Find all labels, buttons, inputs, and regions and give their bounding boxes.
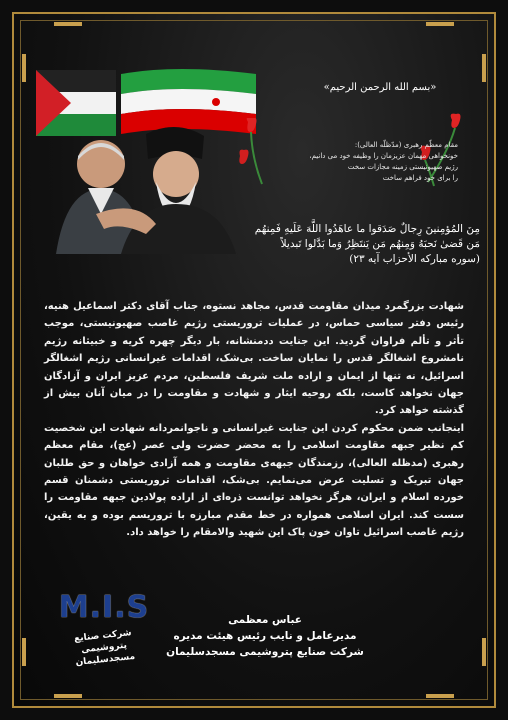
condolence-message [44, 298, 464, 542]
quote-line: خونخواهی مهمان عزیزمان را وظیفه خود می دانیم، [309, 152, 458, 160]
message-paragraph: اینجانب ضمن محکوم کردن این جنایت غیرانسانی و ناجوانمردانه شهادت این شخصیت کم نظیر جبهه مقاومت اسلامی را به محضر حضرت ولی عصر (عج)، مقام معظم رهبری (مدظله العالی)، رزمندگان جبهه‌ی مقاومت و همه آزادی خواهان و حق طلبان جهان تبریک و تسلیت عرض می‌نمایم. بی‌شک، اقدامات تروریستی دشمنان قسم خورده اسلام و ایران، هرگز نخواهد توانست ذره‌ای از اراده پولادین جبهه مقاومت را سست کند. ایران اسلامی همواره در خط مقدم مبارزه با تروریسم بوده و به یقین، رژیم غاصب اسرائیل تاوان خون پاک این شهید والامقام را خواهد داد. [44, 422, 464, 539]
message-paragraph: شهادت بزرگمرد میدان مقاومت قدس، مجاهد نستوه، جناب آقای دکتر اسماعیل هنیه، رئیس دفتر سیاسی حماس، در عملیات تروریستی رژیم غاصب صهیونیستی، موجب تأثر و تألم فراوان گردید. این جنایت ددمنشانه، بار دیگر چهره کریه و خبیثانه رژیم نامشروع اشغالگر قدس را نمایان ساخت. بی‌شک، اقدامات غیرانسانی رژیم اشغالگر اسرائیل، نه تنها از ایمان و اراده ملت شریف فلسطین، مردم عزیز ایران و آزادگان جهان نخواهد کاست، بلکه روحیه ایثار و شهادت و مقاومت را در میان آنان بیش از گذشته خواهد کرد. [44, 301, 464, 417]
tulip-icon [232, 118, 272, 188]
quote-line: را برای خود فراهم ساخت [382, 174, 458, 182]
company-logo [52, 590, 156, 668]
quran-verse [200, 222, 480, 267]
verse-line: مِنَ المُؤمِنینَ رِجالٌ صَدَقوا ما عاهَدُوا اللَّهَ عَلَیهِ فَمِنهُم [254, 223, 480, 235]
palestine-flag-icon [36, 70, 116, 136]
signer-company: شرکت صنایع پتروشیمی مسجدسلیمان [166, 646, 364, 658]
signer-name: عباس معظمی [228, 614, 302, 626]
verse-reference: (سوره مبارکه الأحزاب آیه ۲۳) [349, 253, 480, 265]
signer-title: مدیرعامل و نایب رئیس هیئت مدیره [173, 630, 357, 642]
quote-line: مقام معظّم رهبری (مدّظلّه العالی): [354, 141, 458, 149]
signature-block [160, 612, 370, 660]
logo-subtitle: شرکت صنایع پتروشیمی مسجدسلیمان [73, 628, 136, 669]
logo-text: M.I.S [58, 590, 150, 625]
quote-line: رژیم صهیونیستی زمینه مجازات سخت [347, 163, 458, 171]
verse-line: مَن قَضىٰ نَحبَهُ وَمِنهُم مَن یَنتَظِرُ وَما بَدَّلوا تَبدیلاً [280, 238, 480, 250]
leader-quote [282, 140, 458, 184]
bismillah-heading: «بسم الله الرحمن الرحیم» [323, 82, 437, 93]
